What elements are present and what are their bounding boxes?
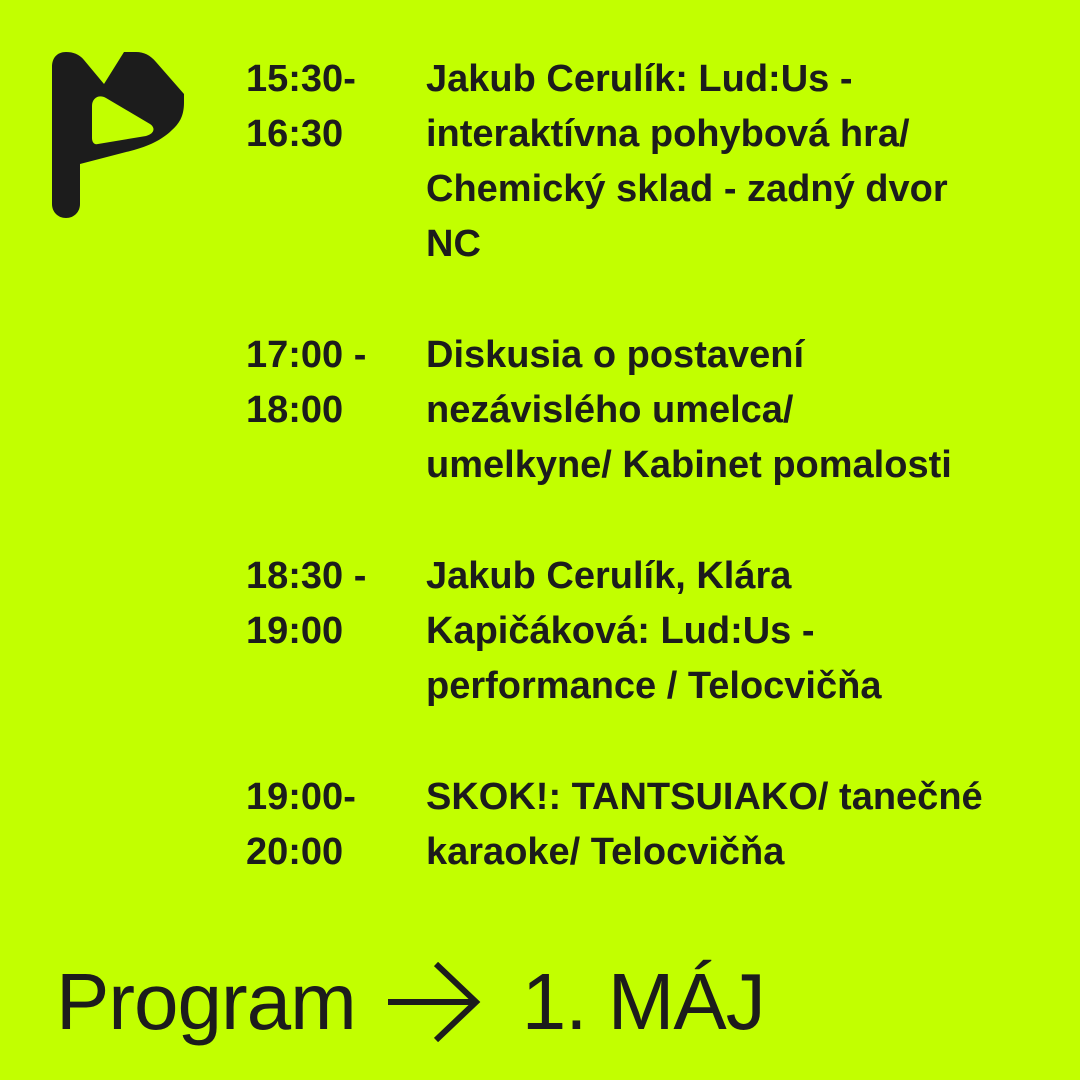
event-description: Jakub Cerulík: Lud:Us - interaktívna pohybová hra/ Chemický sklad - zadný dvor NC bbox=[426, 58, 948, 265]
event-time: 17:00 - 18:00 bbox=[246, 334, 367, 431]
event-description: SKOK!: TANTSUIAKO/ tanečné karaoke/ Telocvičňa bbox=[426, 776, 983, 873]
date-label: 1. MÁJ bbox=[521, 957, 765, 1046]
event-time: 15:30- 16:30 bbox=[246, 58, 356, 155]
event-time: 19:00- 20:00 bbox=[246, 776, 356, 873]
schedule-item bbox=[246, 549, 1046, 714]
schedule-item bbox=[246, 328, 1046, 493]
arrow-right-icon bbox=[384, 962, 484, 1042]
schedule-item bbox=[246, 770, 1046, 880]
schedule-item bbox=[246, 52, 1046, 272]
event-description: Jakub Cerulík, Klára Kapičáková: Lud:Us - performance / Telocvičňa bbox=[426, 555, 882, 707]
program-label: Program bbox=[56, 957, 356, 1046]
schedule bbox=[246, 52, 1046, 936]
footer-heading bbox=[56, 952, 765, 1052]
event-description: Diskusia o postavení nezávislého umelca/ umelkyne/ Kabinet pomalosti bbox=[426, 334, 952, 486]
event-time: 18:30 - 19:00 bbox=[246, 555, 367, 652]
p-logo-icon bbox=[52, 52, 184, 218]
